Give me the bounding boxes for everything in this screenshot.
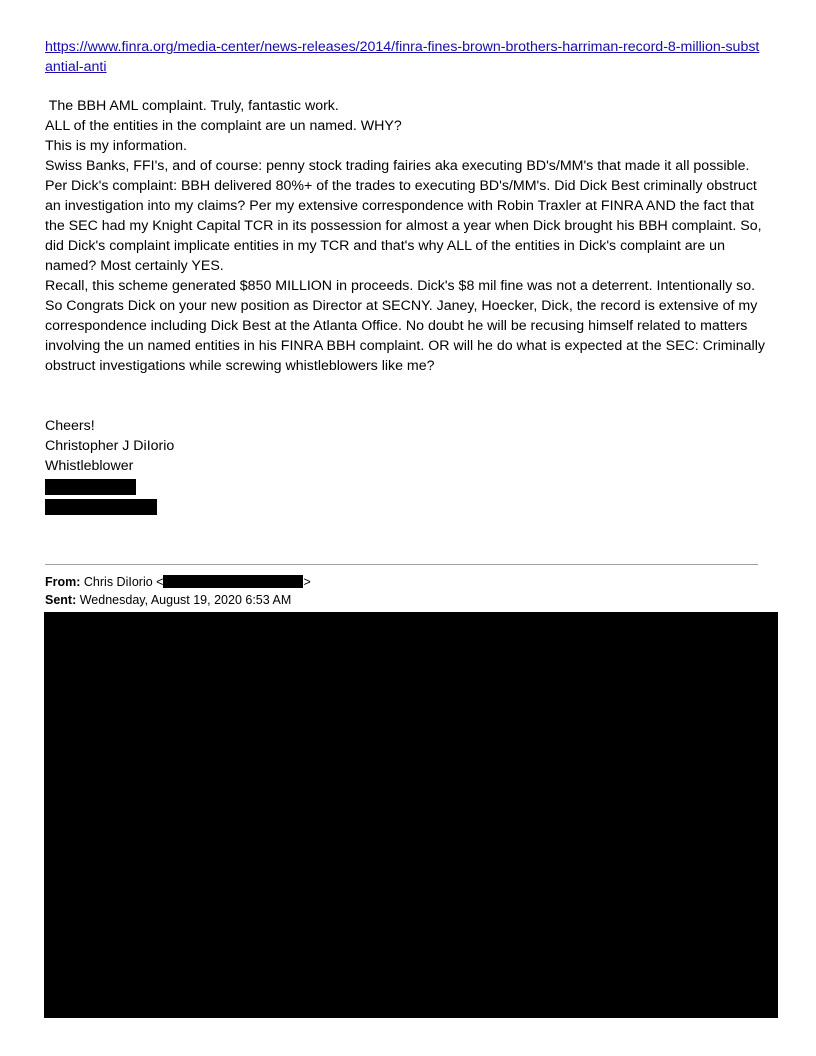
body-paragraph-6: So Congrats Dick on your new position as Director at SECNY. Janey, Hoecker, Dick, the record is extensive of my correspondence including Dick Best at the Atlanta Office. No doubt he will be recusing himself related to matters involving the un named entities in his FINRA BBH complaint. OR will he do what is expected at the SEC: Criminally obstruct investigations while screwing whistleblowers like me? [45,298,765,374]
from-close: > [303,575,311,589]
body-paragraph-2: ALL of the entities in the complaint are un named. WHY? [45,118,402,134]
signature-title: Whistleblower [45,458,134,474]
redaction-bar-email [45,499,157,515]
body-paragraph-1: The BBH AML complaint. Truly, fantastic work. [45,98,339,114]
signature-block [45,416,174,476]
body-paragraph-3: This is my information. [45,138,187,154]
redaction-bar-phone [45,479,136,495]
email-separator [45,564,758,565]
sent-label: Sent: [45,593,77,607]
from-label: From: [45,575,81,589]
from-name: Chris DiIorio < [83,575,164,589]
email-body [45,96,775,376]
redaction-from-email [163,575,303,588]
signature-name: Christopher J DiIorio [45,438,175,454]
signature-closing: Cheers! [45,418,95,434]
sent-line [45,591,291,609]
redaction-block-large [44,612,778,1018]
sent-value: Wednesday, August 19, 2020 6:53 AM [79,593,292,607]
finra-news-link[interactable]: https://www.finra.org/media-center/news-releases/2014/finra-fines-brown-brothers-harriman-record-8-million-substantial-anti [45,39,760,75]
body-paragraph-4: Swiss Banks, FFI's, and of course: penny stock trading fairies aka executing BD's/MM's that made it all possible. Per Dick's complaint: BBH delivered 80%+ of the trades to executing BD's/MM's. Did Dick Best criminally obstruct an investigation into my claims? Per my extensive correspondence with Robin Traxler at FINRA AND the fact that the SEC had my Knight Capital TCR in its possession for almost a year when Dick brought his BBH complaint. So, did Dick's complaint implicate entities in my TCR and that's why ALL of the entities in Dick's complaint are un named? Most certainly YES. [45,158,762,274]
from-line [45,573,311,591]
body-paragraph-5: Recall, this scheme generated $850 MILLION in proceeds. Dick's $8 mil fine was not a deterrent. Intentionally so. [45,278,756,294]
